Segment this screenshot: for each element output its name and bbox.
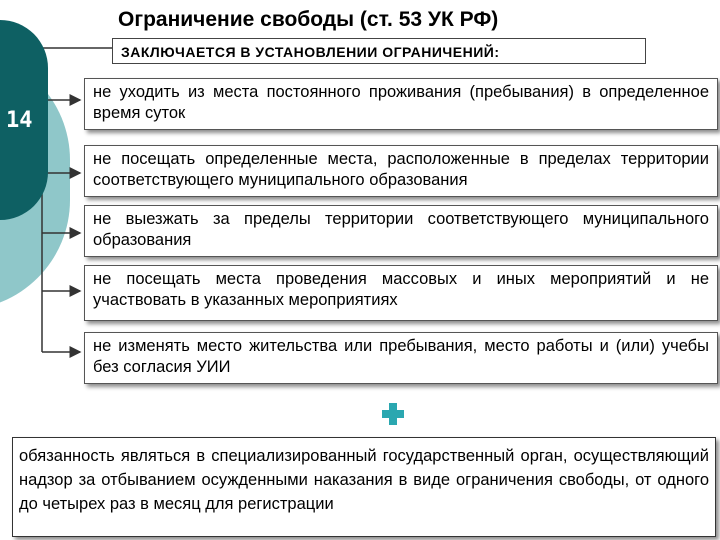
restriction-item-5: не изменять место жительства или пребывания, место работы и (или) учебы без согласия УИИ <box>84 332 718 384</box>
plus-icon <box>382 403 404 425</box>
restriction-item-3: не выезжать за пределы территории соответствующего муниципального образования <box>84 205 718 257</box>
restriction-item-4: не посещать места проведения массовых и иных мероприятий и не участвовать в указанных мероприятиях <box>84 265 718 321</box>
obligation-box: обязанность являться в специализированный государственный орган, осуществляющий надзор за отбыванием осужденными наказания в виде ограничения свободы, от одного до четырех раз в месяц для регистрации <box>12 437 716 537</box>
restriction-item-1: не уходить из места постоянного проживания (пребывания) в определенное время суток <box>84 78 718 130</box>
restriction-item-2: не посещать определенные места, расположенные в пределах территории соответствующего муниципального образования <box>84 145 718 197</box>
slide-number: 14 <box>6 108 33 133</box>
slide-title: Ограничение свободы (ст. 53 УК РФ) <box>118 8 499 31</box>
subtitle-box: ЗАКЛЮЧАЕТСЯ В УСТАНОВЛЕНИИ ОГРАНИЧЕНИЙ: <box>112 38 646 64</box>
